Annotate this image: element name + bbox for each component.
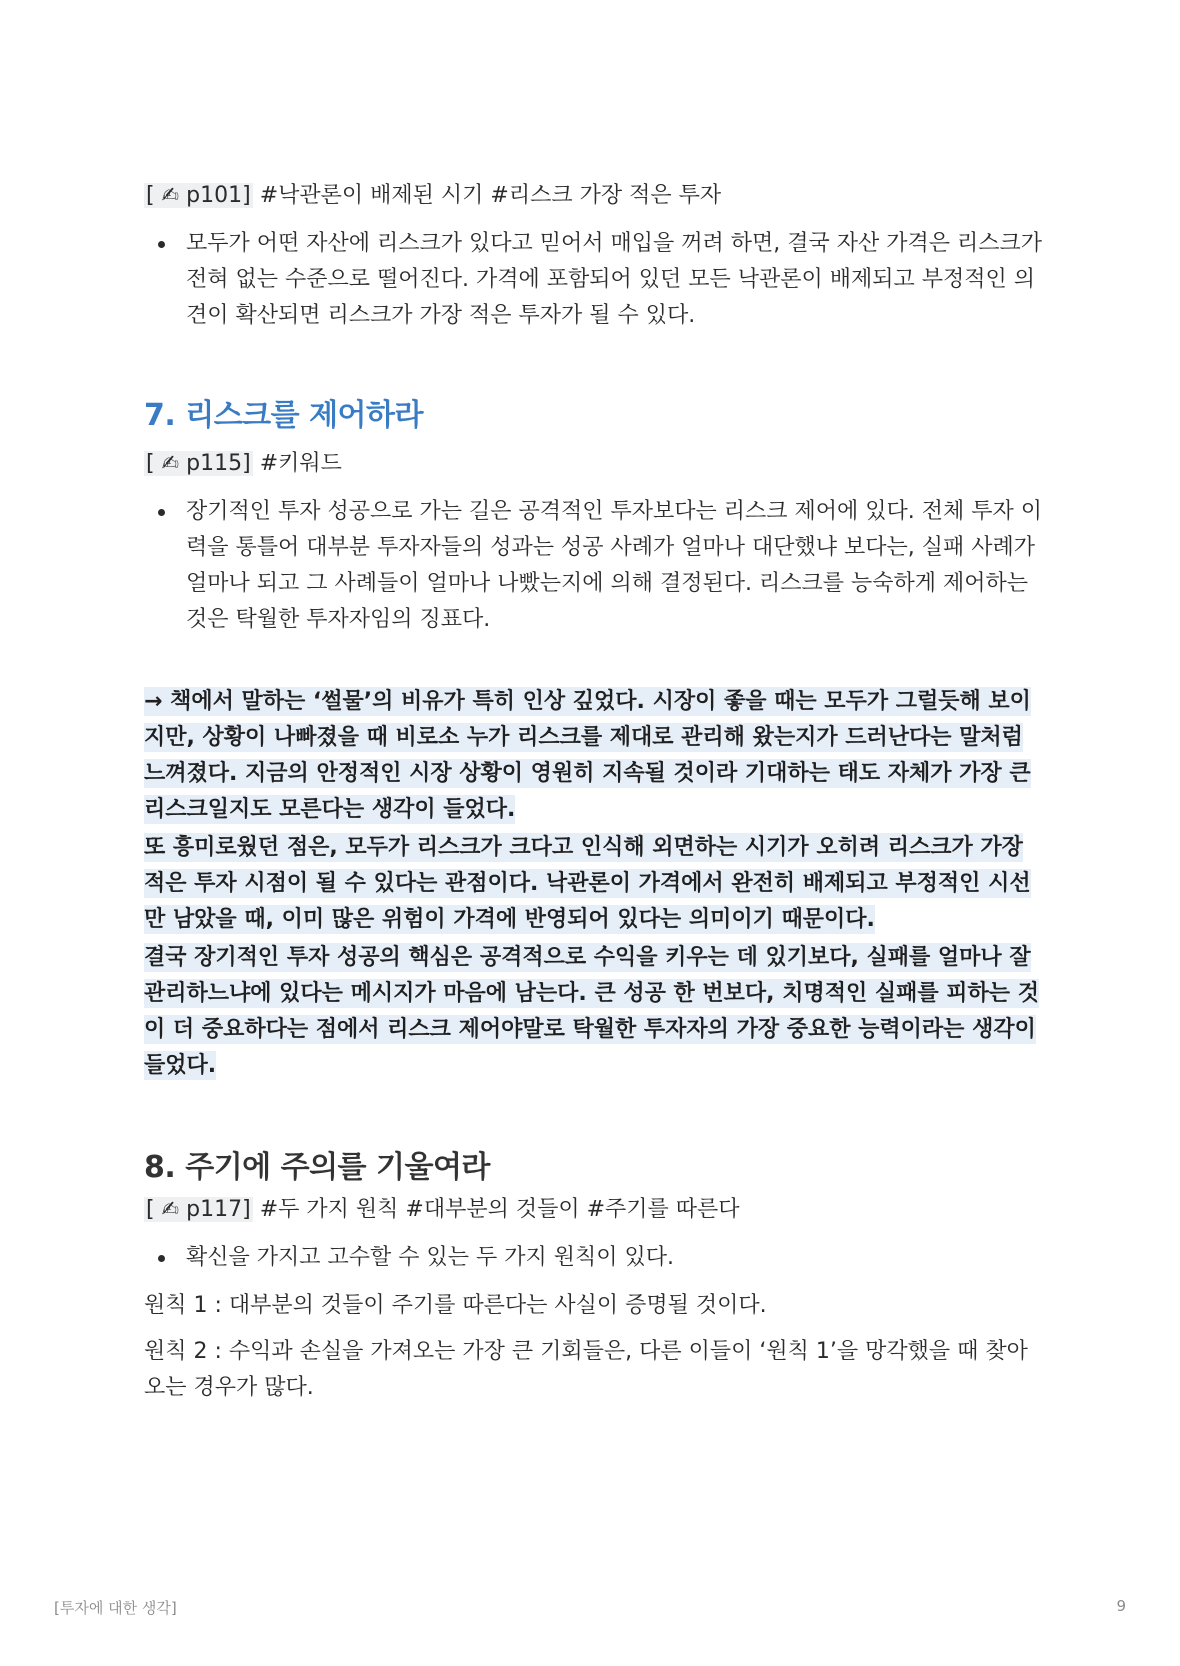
reference-page: p101]: [179, 183, 251, 208]
footer-document-title: [투자에 대한 생각]: [54, 1599, 177, 1617]
reference-bracket: [: [146, 1197, 162, 1222]
reference-hashtags: #두 가지 원칙 #대부분의 것들이 #주기를 따른다: [252, 1197, 740, 1222]
principle-1: 원칙 1 : 대부분의 것들이 주기를 따른다는 사실이 증명될 것이다.: [144, 1293, 767, 1318]
reference-bracket: [: [146, 183, 162, 208]
reference-page: p117]: [179, 1197, 251, 1222]
page-reference: [144, 446, 342, 481]
highlighted-note: [144, 684, 1044, 828]
note-paragraph: 결국 장기적인 투자 성공의 핵심은 공격적으로 수익을 키우는 데 있기보다, 실패를 얼마나 잘 관리하느냐에 있다는 메시지가 마음에 남는다. 큰 성공 한 번보다, 치명적인 실패를 피하는 것이 더 중요하다는 점에서 리스크 제어야말로 탁월한 투자자의 가장 중요한 능력이라는 생각이 들었다.: [144, 945, 1039, 1078]
principle-2: 원칙 2 : 수익과 손실을 가져오는 가장 큰 기회들은, 다른 이들이 ‘원칙 1’을 망각했을 때 찾아오는 경우가 많다.: [144, 1339, 1028, 1400]
reference-tag: [144, 1197, 253, 1222]
writing-hand-icon: ✍: [161, 1197, 180, 1221]
bullet-item: 장기적인 투자 성공으로 가는 길은 공격적인 투자보다는 리스크 제어에 있다. 전체 투자 이력을 통틀어 대부분 투자자들의 성과는 성공 사례가 얼마나 대단했냐 보다는, 실패 사례가 얼마나 되고 그 사례들이 얼마나 나빴는지에 의해 결정된다. 리스크를 능숙하게 제어하는 것은 탁월한 투자자임의 징표다.: [144, 494, 1044, 638]
reference-hashtags: #낙관론이 배제된 시기 #리스크 가장 적은 투자: [252, 183, 722, 208]
page-reference: [144, 1192, 740, 1227]
section-heading: 8. 주기에 주의를 기울여라: [144, 1150, 490, 1185]
writing-hand-icon: ✍: [161, 451, 180, 475]
reference-bracket: [: [146, 451, 162, 476]
page-reference: [144, 178, 721, 213]
reference-page: p115]: [179, 451, 251, 476]
writing-hand-icon: ✍: [161, 183, 180, 207]
reference-tag: [144, 451, 253, 476]
highlighted-note: [144, 830, 1044, 938]
note-paragraph: 또 흥미로웠던 점은, 모두가 리스크가 크다고 인식해 외면하는 시기가 오히려 리스크가 가장 적은 투자 시점이 될 수 있다는 관점이다. 낙관론이 가격에서 완전히 배제되고 부정적인 시선만 남았을 때, 이미 많은 위험이 가격에 반영되어 있다는 의미이기 때문이다.: [144, 835, 1031, 932]
reference-hashtags: #키워드: [252, 451, 342, 476]
highlighted-note: [144, 940, 1044, 1084]
note-paragraph: → 책에서 말하는 ‘썰물’의 비유가 특히 인상 깊었다. 시장이 좋을 때는 모두가 그럴듯해 보이지만, 상황이 나빠졌을 때 비로소 누가 리스크를 제대로 관리해 왔는지가 드러난다는 말처럼 느껴졌다. 지금의 안정적인 시장 상황이 영원히 지속될 것이라 기대하는 태도 자체가 가장 큰 리스크일지도 모른다는 생각이 들었다.: [144, 689, 1031, 822]
footer-page-number: 9: [1116, 1597, 1126, 1615]
reference-tag: [144, 183, 253, 208]
bullet-item: 모두가 어떤 자산에 리스크가 있다고 믿어서 매입을 꺼려 하면, 결국 자산 가격은 리스크가 전혀 없는 수준으로 떨어진다. 가격에 포함되어 있던 모든 낙관론이 배제되고 부정적인 의견이 확산되면 리스크가 가장 적은 투자가 될 수 있다.: [144, 226, 1044, 334]
bullet-item: 확신을 가지고 고수할 수 있는 두 가지 원칙이 있다.: [144, 1240, 1044, 1276]
section-heading: 7. 리스크를 제어하라: [144, 398, 423, 433]
